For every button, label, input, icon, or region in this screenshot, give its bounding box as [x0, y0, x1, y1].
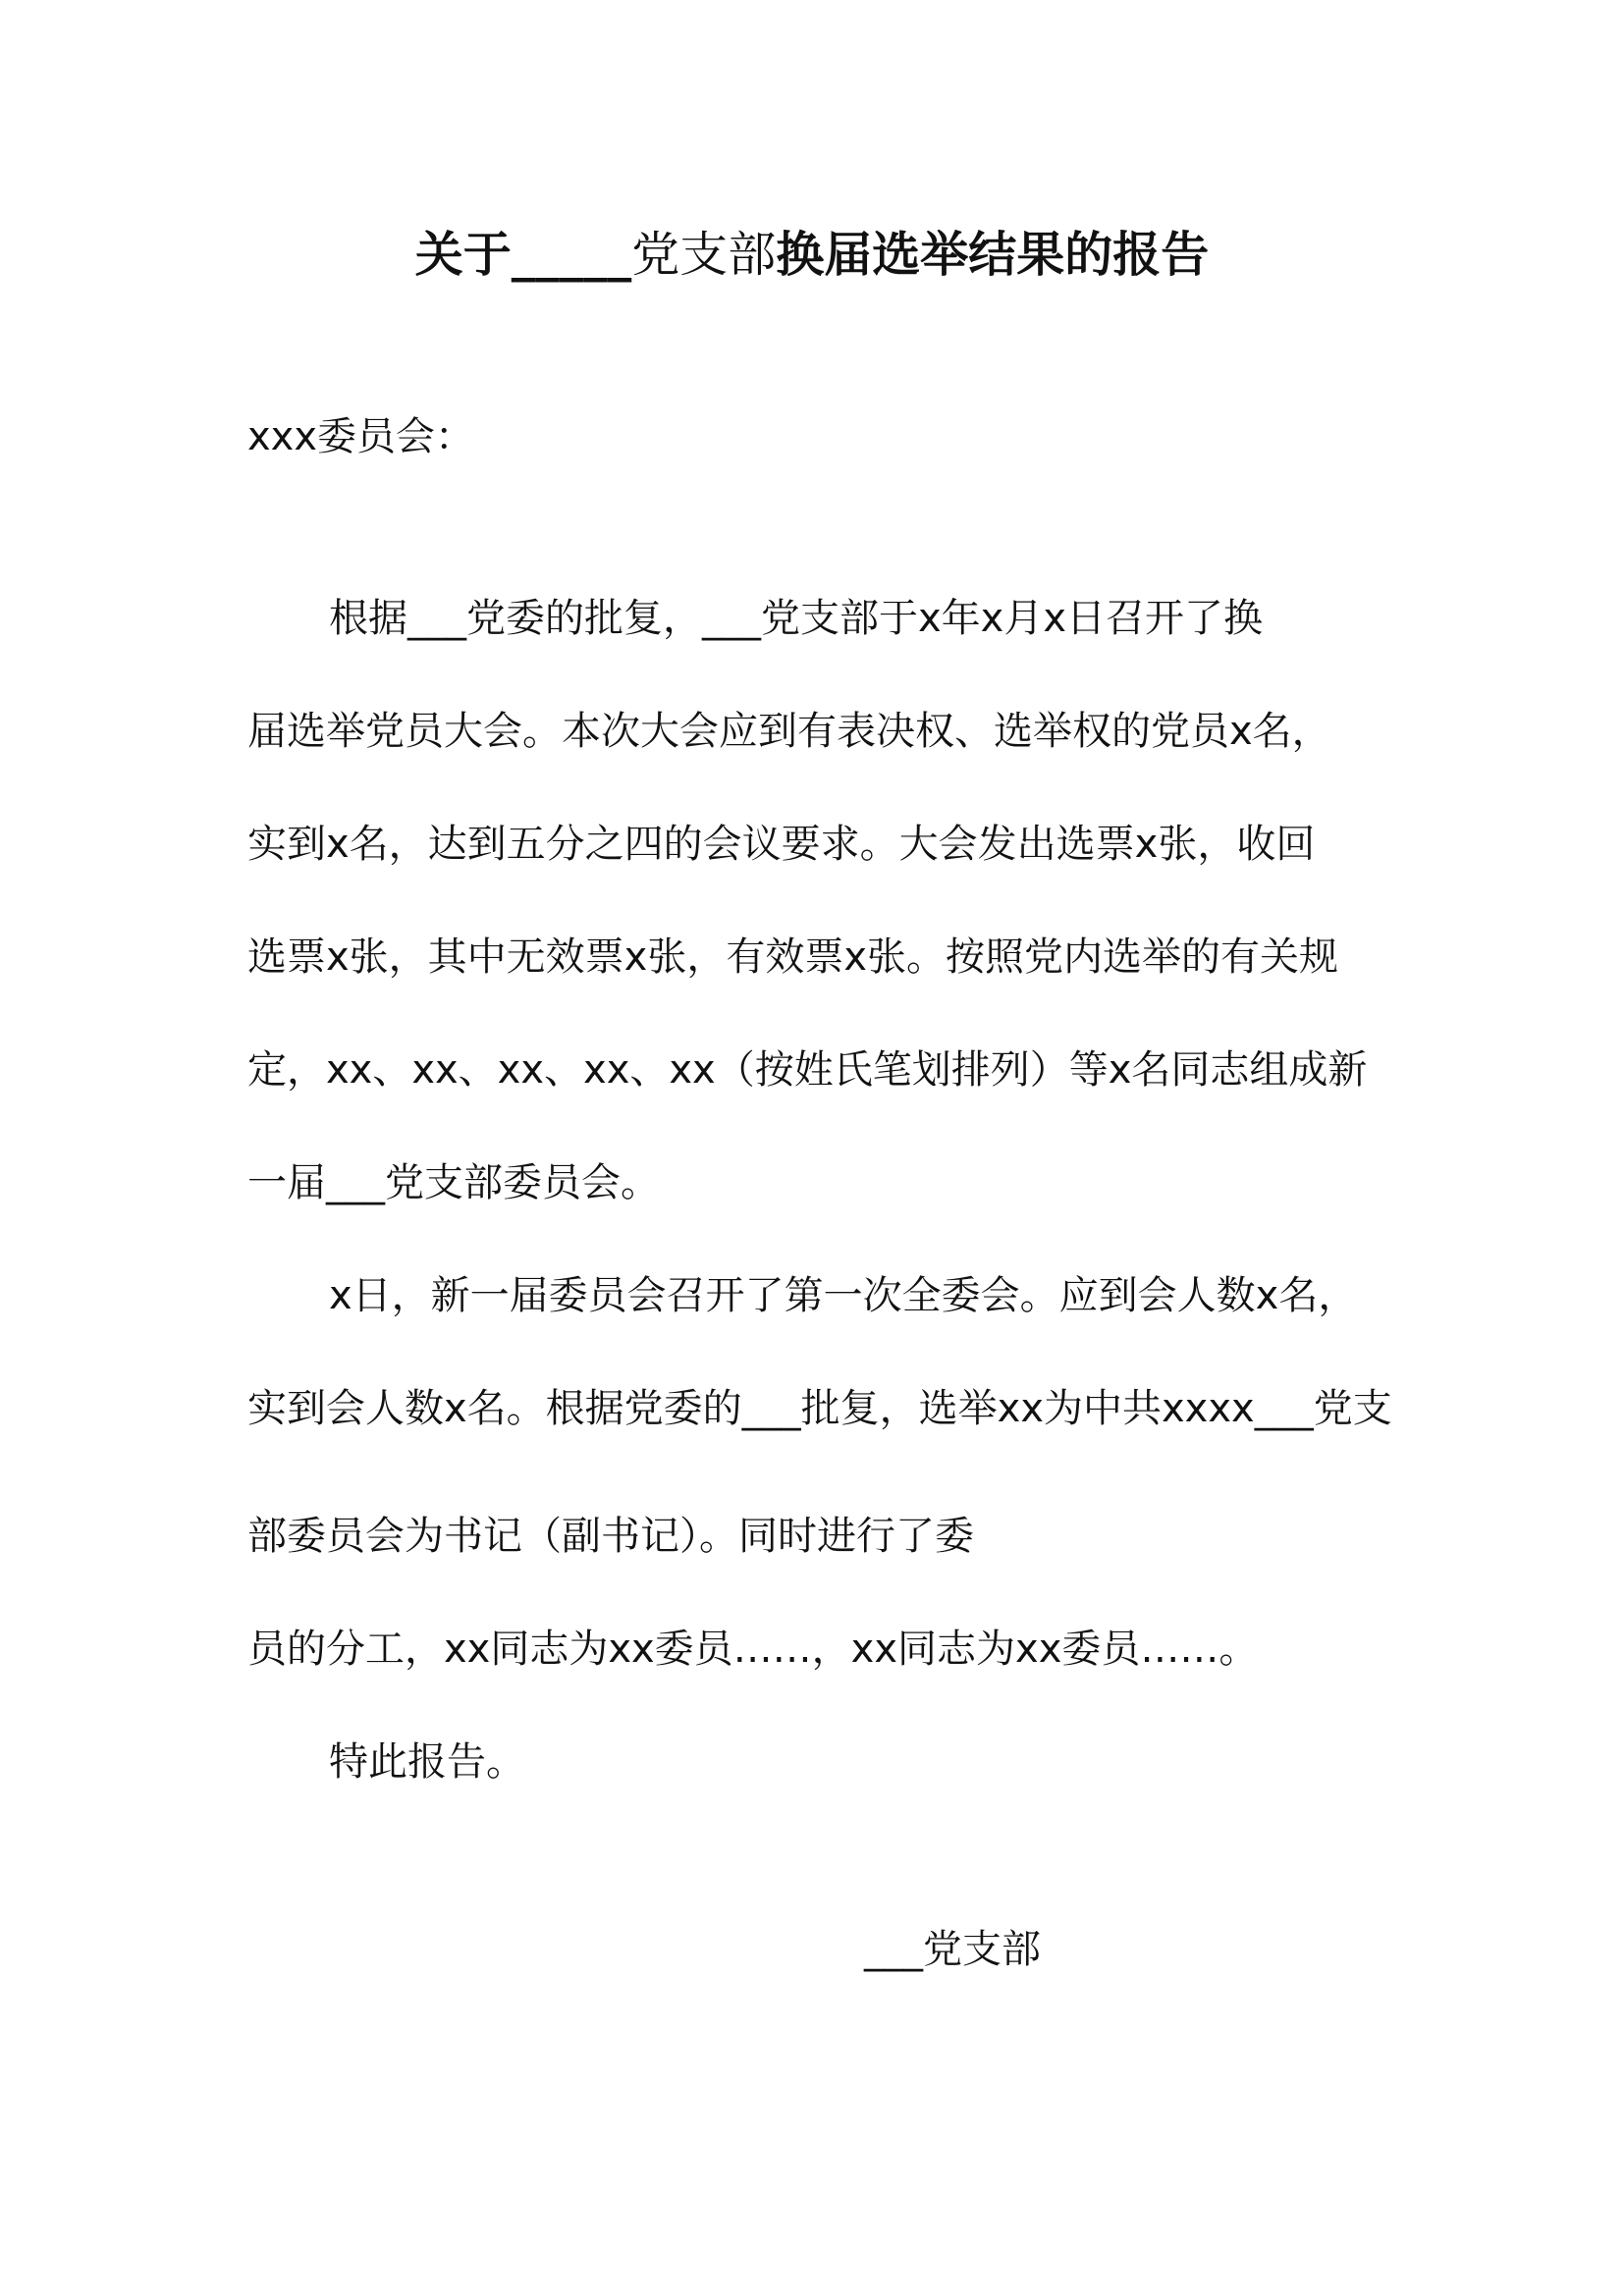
closing-line: 特此报告。	[329, 1739, 525, 1785]
paragraph-line: 员的分工，xx同志为xx委员……，xx同志为xx委员……。	[247, 1627, 1259, 1672]
title-suffix: 换届选举结果的报告	[776, 227, 1210, 283]
signature: ___党支部	[864, 1927, 1041, 1972]
title-middle: 党支部	[631, 227, 777, 283]
paragraph-line: 选票x张，其中无效票x张，有效票x张。按照党内选举的有关规	[247, 934, 1339, 980]
paragraph-line: 一届___党支部委员会。	[247, 1160, 660, 1205]
paragraph-line: 定，xx、xx、xx、xx、xx（按姓氏笔划排列）等x名同志组成新	[247, 1047, 1368, 1093]
paragraph-line: 部委员会为书记（副书记）。同时进行了委	[247, 1514, 974, 1559]
title-prefix: 关于_____	[414, 227, 632, 283]
document-title	[0, 221, 1624, 290]
paragraph-line: 实到会人数x名。根据党委的___批复，选举xx为中共xxxx___党支	[247, 1386, 1392, 1431]
paragraph-line: 实到x名，达到五分之四的会议要求。大会发出选票x张，收回	[247, 822, 1316, 867]
paragraph-line: x日，新一届委员会召开了第一次全委会。应到会人数x名，	[329, 1273, 1358, 1318]
paragraph-line: 届选举党员大会。本次大会应到有表决权、选举权的党员x名，	[247, 709, 1331, 754]
salutation: xxx委员会：	[247, 414, 475, 459]
paragraph-line: 根据___党委的批复，___党支部于x年x月x日召开了换	[329, 596, 1264, 641]
